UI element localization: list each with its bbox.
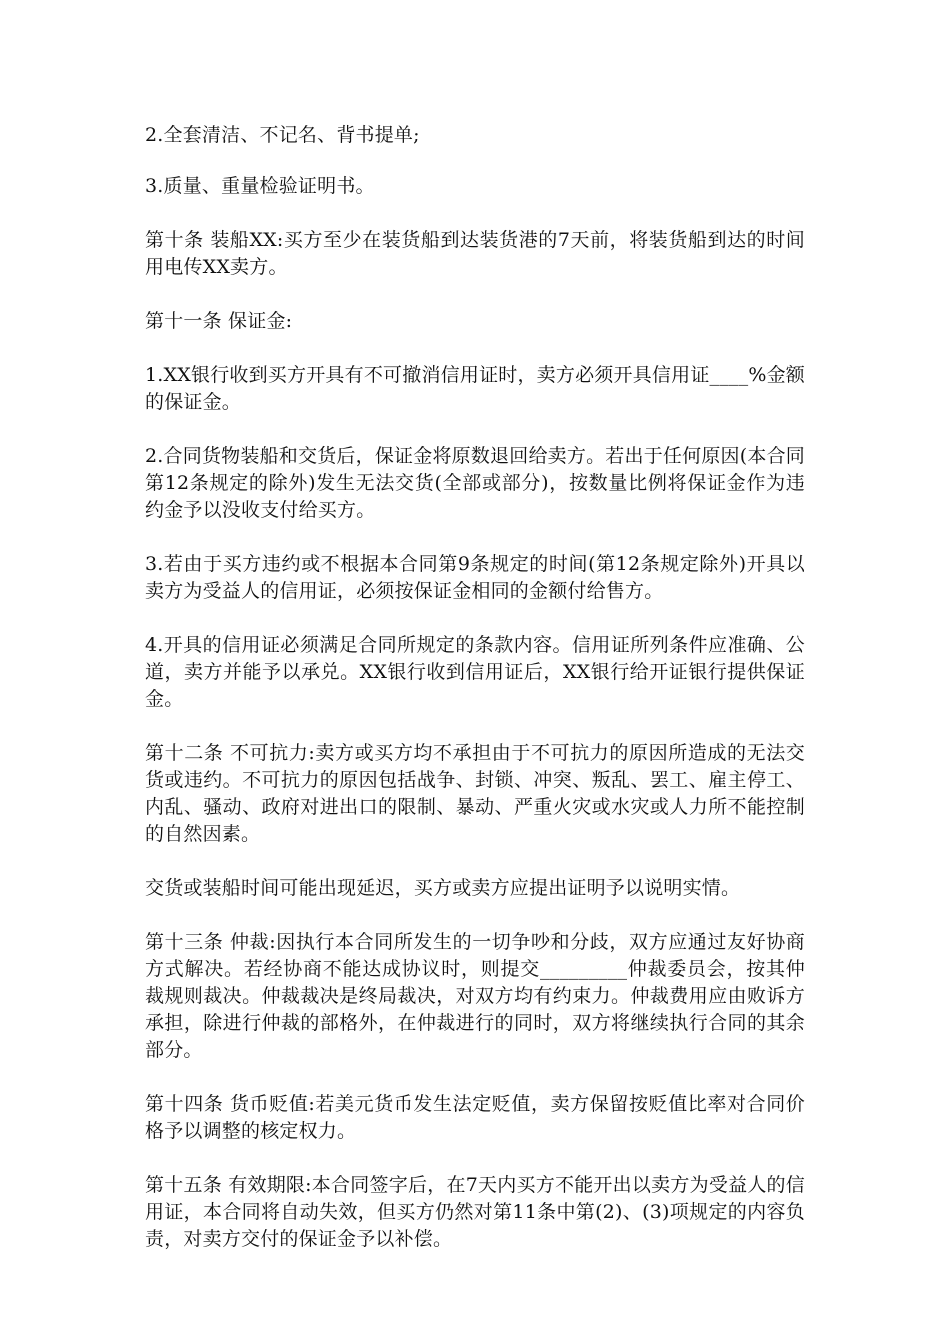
article-12-delay-note: 交货或装船时间可能出现延迟，买方或卖方应提出证明予以说明实情。 bbox=[145, 877, 741, 899]
article-11-item-3: 3.若由于买方违约或不根据本合同第9条规定的时间(第12条规定除外)开具以卖方为受益人的信用证，必须按保证金相同的金额付给售方。 bbox=[145, 553, 805, 602]
paragraph-bill-of-lading: 2.全套清洁、不记名、背书提单; bbox=[145, 124, 420, 146]
article-11-item-1: 1.XX银行收到买方开具有不可撤消信用证时，卖方必须开具信用证____%金额的保证金。 bbox=[145, 364, 805, 413]
document-body bbox=[145, 122, 805, 1280]
article-13-arbitration: 第十三条 仲裁:因执行本合同所发生的一切争吵和分歧，双方应通过友好协商方式解决。若经协商不能达成协议时，则提交_________仲裁委员会，按其仲裁规则裁决。仲裁裁决是终局裁决，对双方均有约束力。仲裁费用应由败诉方承担，除进行仲裁的部格外，在仲裁进行的同时，双方将继续执行合同的其余部分。 bbox=[145, 931, 805, 1061]
article-11-heading: 第十一条 保证金: bbox=[145, 310, 293, 332]
article-15-validity: 第十五条 有效期限:本合同签字后，在7天内买方不能开出以卖方为受益人的信用证，本合同将自动失效，但买方仍然对第11条中第(2)、(3)项规定的内容负责，对卖方交付的保证金予以补偿。 bbox=[145, 1174, 805, 1250]
paragraph-inspection-certificate: 3.质量、重量检验证明书。 bbox=[145, 175, 375, 197]
article-11-item-2: 2.合同货物装船和交货后，保证金将原数退回给卖方。若出于任何原因(本合同第12条规定的除外)发生无法交货(全部或部分)，按数量比例将保证金作为违约金予以没收支付给买方。 bbox=[145, 445, 805, 521]
article-10-shipment: 第十条 装船XX:买方至少在装货船到达装货港的7天前，将装货船到达的时间用电传XX卖方。 bbox=[145, 229, 805, 278]
article-12-force-majeure: 第十二条 不可抗力:卖方或买方均不承担由于不可抗力的原因所造成的无法交货或违约。不可抗力的原因包括战争、封锁、冲突、叛乱、罢工、雇主停工、内乱、骚动、政府对进出口的限制、暴动、严重火灾或水灾或人力所不能控制的自然因素。 bbox=[145, 742, 805, 845]
article-11-item-4: 4.开具的信用证必须满足合同所规定的条款内容。信用证所列条件应准确、公道，卖方并能予以承兑。XX银行收到信用证后，XX银行给开证银行提供保证金。 bbox=[145, 634, 805, 710]
article-14-currency: 第十四条 货币贬值:若美元货币发生法定贬值，卖方保留按贬值比率对合同价格予以调整的核定权力。 bbox=[145, 1093, 805, 1142]
